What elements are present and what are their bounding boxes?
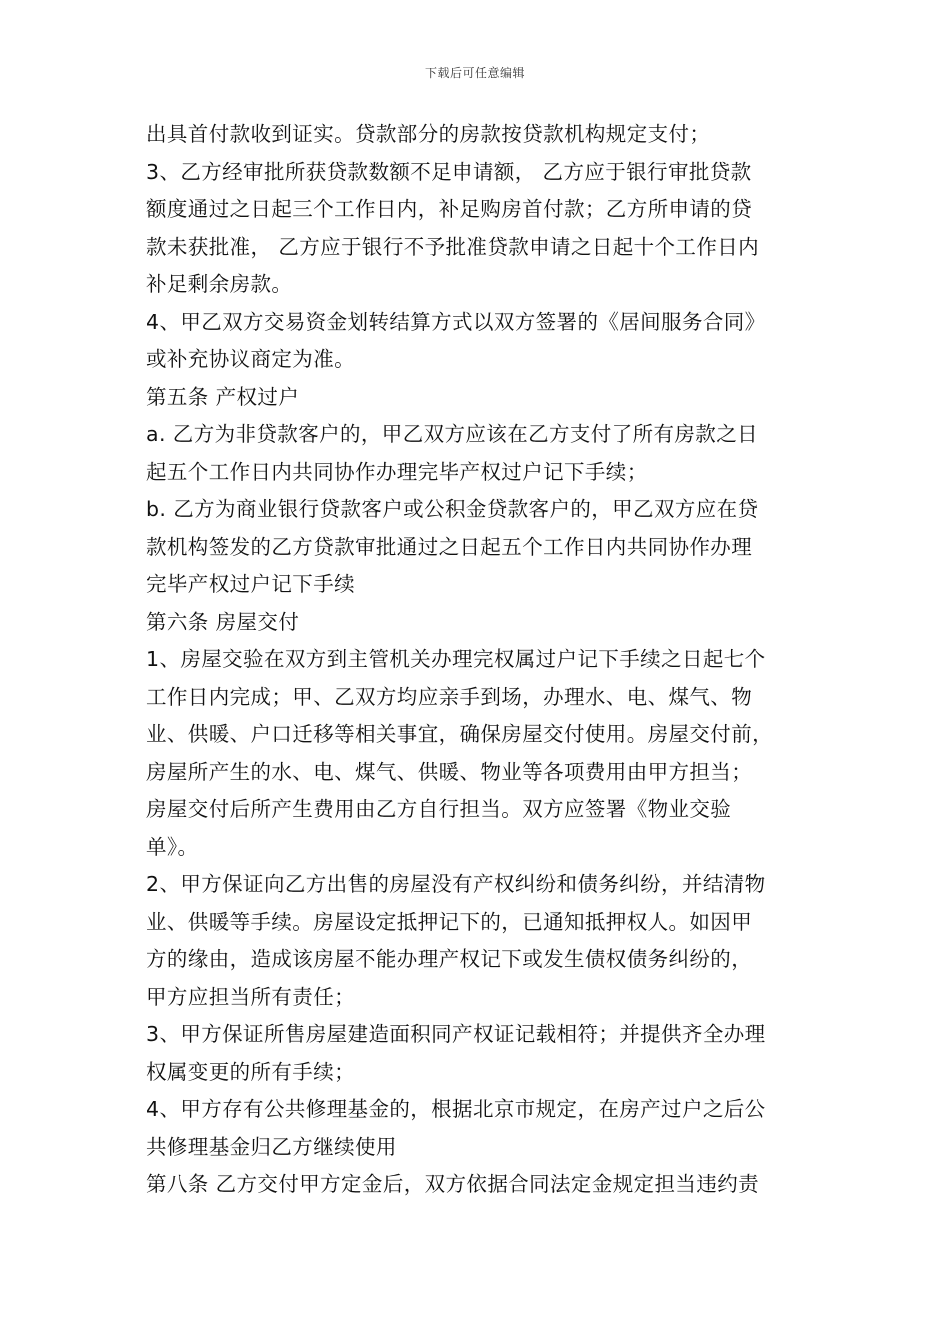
- document-body: [146, 116, 816, 1204]
- text-line: 3、甲方保证所售房屋建造面积同产权证记载相符；并提供齐全办理: [146, 1022, 766, 1046]
- text-line: 单》。: [146, 834, 199, 859]
- text-line: b. 乙方为商业银行贷款客户或公积金贷款客户的，甲乙双方应在贷: [146, 497, 759, 521]
- section-heading: 第八条 乙方交付甲方定金后，双方依据合同法定金规定担当违约责: [146, 1172, 760, 1196]
- text-line: 款未获批准， 乙方应于银行不予批准贷款申请之日起十个工作日内: [146, 234, 760, 259]
- section-heading: 第五条 产权过户: [146, 384, 300, 409]
- text-line: 或补充协议商定为准。: [146, 347, 355, 371]
- text-line: 方的缘由，造成该房屋不能办理产权记下或发生债权债务纠纷的，: [146, 947, 753, 971]
- text-line: 4、甲乙双方交易资金划转结算方式以双方签署的《居间服务合同》: [146, 309, 766, 334]
- text-line: 出具首付款收到证实。贷款部分的房款按贷款机构规定支付；: [146, 122, 711, 146]
- page-header-note: 下载后可任意编辑: [424, 66, 525, 80]
- text-line: 额度通过之日起三个工作日内，补足购房首付款；乙方所申请的贷: [146, 197, 753, 221]
- text-line: 工作日内完成；甲、乙双方均应亲手到场，办理水、电、煤气、物: [146, 684, 753, 709]
- text-line: 房屋所产生的水、电、煤气、供暖、物业等各项费用由甲方担当；: [146, 759, 753, 784]
- text-line: 权属变更的所有手续；: [146, 1059, 355, 1084]
- text-line: 起五个工作日内共同协作办理完毕产权过户记下手续；: [146, 459, 648, 484]
- text-line: 业、供暖、户口迁移等相关事宜，确保房屋交付使用。房屋交付前，: [146, 722, 773, 746]
- text-line: 4、甲方存有公共修理基金的，根据北京市规定，在房产过户之后公: [146, 1097, 766, 1121]
- text-line: 2、甲方保证向乙方出售的房屋没有产权纠纷和债务纠纷，并结清物: [146, 872, 766, 896]
- text-line: a. 乙方为非贷款客户的，甲乙双方应该在乙方支付了所有房款之日: [146, 422, 758, 446]
- text-line: 共修理基金归乙方继续使用: [146, 1134, 397, 1159]
- text-line: 款机构签发的乙方贷款审批通过之日起五个工作日内共同协作办理: [146, 534, 753, 559]
- text-line: 完毕产权过户记下手续: [146, 572, 355, 596]
- section-heading: 第六条 房屋交付: [146, 609, 300, 634]
- text-line: 甲方应担当所有责任；: [146, 984, 355, 1009]
- text-line: 3、乙方经审批所获贷款数额不足申请额， 乙方应于银行审批贷款: [146, 159, 752, 184]
- text-line: 1、房屋交验在双方到主管机关办理完权属过户记下手续之日起七个: [146, 647, 766, 671]
- text-line: 房屋交付后所产生费用由乙方自行担当。双方应签署《物业交验: [146, 797, 732, 821]
- text-line: 补足剩余房款。: [146, 272, 293, 296]
- text-line: 业、供暖等手续。房屋设定抵押记下的，已通知抵押权人。如因甲: [146, 909, 753, 934]
